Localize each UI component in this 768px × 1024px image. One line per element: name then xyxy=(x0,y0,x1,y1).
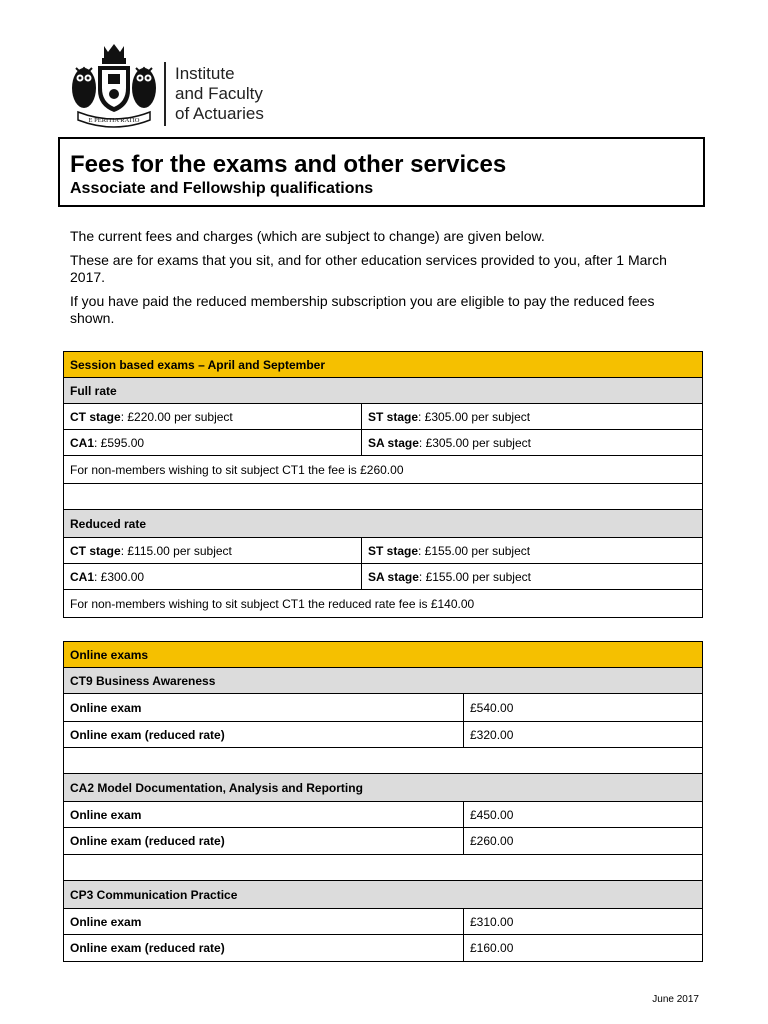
fee-cell: CT stage: £220.00 per subject xyxy=(64,404,362,430)
org-name xyxy=(175,64,264,124)
fee-cell: ST stage: £305.00 per subject xyxy=(362,404,703,430)
spacer-row xyxy=(64,748,703,774)
fee-label: Online exam xyxy=(64,909,464,935)
session-exams-table xyxy=(63,351,703,618)
online-exams-header: Online exams xyxy=(64,642,703,668)
intro-text xyxy=(70,228,690,334)
table-row xyxy=(64,564,703,590)
fee-label: Online exam (reduced rate) xyxy=(64,935,464,962)
table-row xyxy=(64,828,703,855)
table-row xyxy=(64,722,703,748)
exam-section-title: CT9 Business Awareness xyxy=(64,668,703,694)
spacer-row xyxy=(64,484,703,510)
fee-cell: SA stage: £155.00 per subject xyxy=(362,564,703,590)
fee-cell: CT stage: £115.00 per subject xyxy=(64,538,362,564)
svg-text:E PERITIA RATIO: E PERITIA RATIO xyxy=(88,117,140,124)
fee-value: £160.00 xyxy=(464,935,703,962)
table-row xyxy=(64,430,703,456)
fee-value: £540.00 xyxy=(464,694,703,722)
table-row xyxy=(64,404,703,430)
fee-note: For non-members wishing to sit subject CT1 the fee is £260.00 xyxy=(64,456,703,484)
fee-cell: CA1: £300.00 xyxy=(64,564,362,590)
fee-value: £260.00 xyxy=(464,828,703,855)
table-row xyxy=(64,538,703,564)
org-name-line-1: Institute xyxy=(175,64,235,83)
table-row xyxy=(64,935,703,962)
page-title: Fees for the exams and other services xyxy=(70,151,507,178)
intro-paragraph: The current fees and charges (which are subject to change) are given below. xyxy=(70,228,545,244)
full-rate-header: Full rate xyxy=(64,378,703,404)
fee-value: £310.00 xyxy=(464,909,703,935)
coat-of-arms-icon xyxy=(68,42,160,128)
table-row xyxy=(64,694,703,722)
exam-section-title: CP3 Communication Practice xyxy=(64,881,703,909)
fee-value: £320.00 xyxy=(464,722,703,748)
intro-paragraph: These are for exams that you sit, and for other education services provided to you, after 1 March 2017. xyxy=(70,252,667,285)
spacer-row xyxy=(64,855,703,881)
footer-date: June 2017 xyxy=(652,994,699,1005)
fee-cell: SA stage: £305.00 per subject xyxy=(362,430,703,456)
page-subtitle: Associate and Fellowship qualifications xyxy=(70,180,374,197)
session-exams-header: Session based exams – April and September xyxy=(64,352,703,378)
exam-section-title: CA2 Model Documentation, Analysis and Reporting xyxy=(64,774,703,802)
org-name-line-2: and Faculty xyxy=(175,84,263,103)
org-name-line-3: of Actuaries xyxy=(175,104,264,123)
fee-note: For non-members wishing to sit subject CT1 the reduced rate fee is £140.00 xyxy=(64,590,703,618)
table-row xyxy=(64,802,703,828)
online-exams-table xyxy=(63,641,703,962)
fee-label: Online exam xyxy=(64,802,464,828)
reduced-rate-header: Reduced rate xyxy=(64,510,703,538)
fee-value: £450.00 xyxy=(464,802,703,828)
table-row xyxy=(64,909,703,935)
fee-label: Online exam xyxy=(64,694,464,722)
fee-label: Online exam (reduced rate) xyxy=(64,722,464,748)
intro-paragraph: If you have paid the reduced membership subscription you are eligible to pay the reduced fees shown. xyxy=(70,293,655,326)
fee-cell: CA1: £595.00 xyxy=(64,430,362,456)
title-box xyxy=(58,137,705,207)
logo-divider xyxy=(164,62,166,126)
fee-label: Online exam (reduced rate) xyxy=(64,828,464,855)
fee-cell: ST stage: £155.00 per subject xyxy=(362,538,703,564)
